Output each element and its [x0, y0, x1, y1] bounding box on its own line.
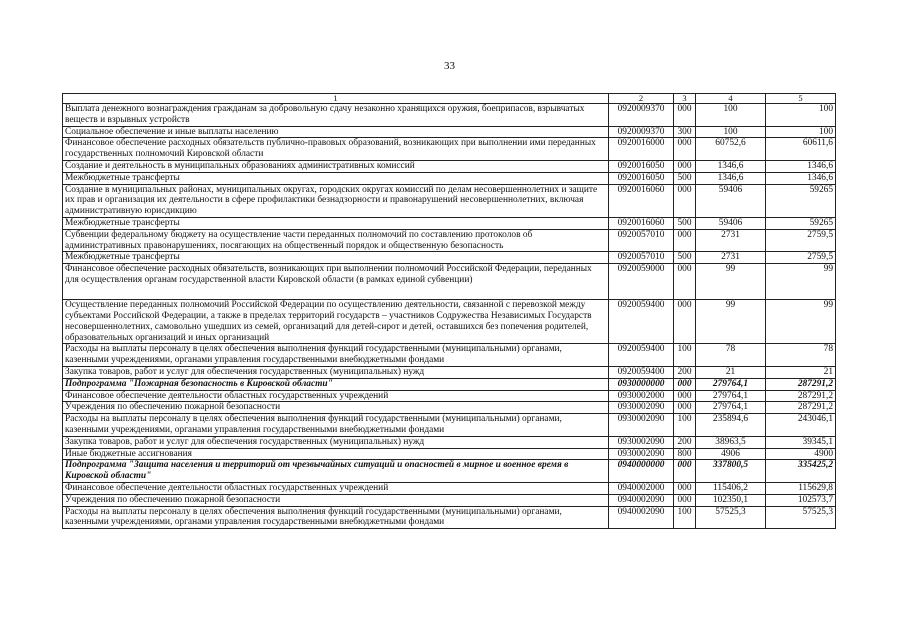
table-row — [63, 390, 836, 402]
table-header-row — [63, 94, 836, 104]
row-value-year1-cell: 279764,1 — [696, 402, 766, 414]
row-code-cell: 0920016050 — [609, 172, 674, 184]
row-code-cell: 0920009370 — [609, 126, 674, 138]
table-row — [63, 300, 836, 344]
row-name-cell: Закупка товаров, работ и услуг для обеспечения государственных (муниципальных) нужд — [63, 436, 609, 448]
row-value-year1-cell: 100 — [696, 126, 766, 138]
row-code-cell: 0920016060 — [609, 217, 674, 229]
row-value-year2-cell: 99 — [766, 300, 836, 344]
row-code-cell: 0930002090 — [609, 402, 674, 414]
header-cell-4: 4 — [696, 94, 766, 104]
row-name-cell: Расходы на выплаты персоналу в целях обеспечения выполнения функций государственными (муниципальными) органами, казенными учреждениями, органами управления государственными внебюджетными фондами — [63, 506, 609, 529]
table-row — [63, 160, 836, 172]
row-type-cell: 000 — [674, 160, 696, 172]
row-type-cell: 200 — [674, 436, 696, 448]
row-value-year1-cell: 1346,6 — [696, 172, 766, 184]
row-value-year2-cell: 1346,6 — [766, 172, 836, 184]
header-cell-2: 2 — [609, 94, 674, 104]
row-code-cell: 0920016060 — [609, 184, 674, 217]
row-value-year2-cell: 287291,2 — [766, 378, 836, 390]
row-type-cell: 000 — [674, 402, 696, 414]
row-name-cell: Расходы на выплаты персоналу в целях обеспечения выполнения функций государственными (муниципальными) органами, казенными учреждениями, органами управления государственными внебюджетными фондами — [63, 344, 609, 367]
row-name-cell: Финансовое обеспечение деятельности областных государственных учреждений — [63, 482, 609, 494]
row-code-cell: 0920009370 — [609, 104, 674, 127]
row-value-year2-cell: 2759,5 — [766, 252, 836, 264]
table-row — [63, 184, 836, 217]
row-value-year2-cell: 4900 — [766, 448, 836, 460]
table-row — [63, 366, 836, 378]
row-value-year1-cell: 2731 — [696, 229, 766, 252]
row-value-year2-cell: 39345,1 — [766, 436, 836, 448]
row-value-year2-cell: 59265 — [766, 184, 836, 217]
row-value-year2-cell: 60611,6 — [766, 138, 836, 161]
row-name-cell: Иные бюджетные ассигнования — [63, 448, 609, 460]
row-value-year2-cell: 335425,2 — [766, 460, 836, 483]
row-code-cell: 0940000000 — [609, 460, 674, 483]
table-row — [63, 460, 836, 483]
table-row — [63, 229, 836, 252]
row-value-year2-cell: 21 — [766, 366, 836, 378]
row-name-cell: Социальное обеспечение и иные выплаты населению — [63, 126, 609, 138]
row-type-cell: 000 — [674, 264, 696, 300]
header-cell-5: 5 — [766, 94, 836, 104]
row-type-cell: 800 — [674, 448, 696, 460]
table-row — [63, 138, 836, 161]
table-row — [63, 436, 836, 448]
row-value-year2-cell: 78 — [766, 344, 836, 367]
row-type-cell: 000 — [674, 390, 696, 402]
row-value-year1-cell: 100 — [696, 104, 766, 127]
row-value-year1-cell: 2731 — [696, 252, 766, 264]
row-type-cell: 000 — [674, 184, 696, 217]
row-name-cell: Закупка товаров, работ и услуг для обеспечения государственных (муниципальных) нужд — [63, 366, 609, 378]
page-number: 33 — [444, 60, 455, 72]
budget-table — [62, 93, 836, 529]
row-value-year1-cell: 99 — [696, 264, 766, 300]
table-row — [63, 494, 836, 506]
row-code-cell: 0930002090 — [609, 414, 674, 437]
row-name-cell: Осуществление переданных полномочий Российской Федерации по осуществлению деятельности, связанной с перевозкой между субъектами Российской Федерации, а также в пределах территорий государств – участников Содружества Независимых Государств несовершеннолетних, самовольно ушедших из семей, организаций для детей-сирот и детей, оставшихся без попечения родителей, образовательных организаций и иных организаций — [63, 300, 609, 344]
table-row — [63, 217, 836, 229]
row-code-cell: 0920016000 — [609, 138, 674, 161]
table-row — [63, 448, 836, 460]
row-code-cell: 0930000000 — [609, 378, 674, 390]
table-row — [63, 264, 836, 300]
row-value-year1-cell: 279764,1 — [696, 390, 766, 402]
row-value-year2-cell: 115629,8 — [766, 482, 836, 494]
row-code-cell: 0920057010 — [609, 252, 674, 264]
row-code-cell: 0920059400 — [609, 366, 674, 378]
row-value-year1-cell: 21 — [696, 366, 766, 378]
row-code-cell: 0930002090 — [609, 448, 674, 460]
header-cell-1: 1 — [63, 94, 609, 104]
row-type-cell: 000 — [674, 229, 696, 252]
row-value-year1-cell: 337800,5 — [696, 460, 766, 483]
row-type-cell: 000 — [674, 104, 696, 127]
row-code-cell: 0920016050 — [609, 160, 674, 172]
row-code-cell: 0930002000 — [609, 390, 674, 402]
row-value-year2-cell: 100 — [766, 104, 836, 127]
row-value-year2-cell: 287291,2 — [766, 390, 836, 402]
row-name-cell: Финансовое обеспечение расходных обязательств, возникающих при выполнении полномочий Российской Федерации, переданных для осуществления органам государственной власти Кировской области (в рамках единой субвенции) — [63, 264, 609, 300]
row-name-cell: Создание и деятельность в муниципальных образованиях административных комиссий — [63, 160, 609, 172]
row-value-year1-cell: 102350,1 — [696, 494, 766, 506]
row-type-cell: 000 — [674, 482, 696, 494]
row-name-cell: Учреждения по обеспечению пожарной безопасности — [63, 402, 609, 414]
table-row — [63, 104, 836, 127]
row-code-cell: 0940002090 — [609, 506, 674, 529]
row-value-year2-cell: 99 — [766, 264, 836, 300]
row-value-year1-cell: 59406 — [696, 217, 766, 229]
row-type-cell: 500 — [674, 172, 696, 184]
row-type-cell: 000 — [674, 460, 696, 483]
row-name-cell: Межбюджетные трансферты — [63, 217, 609, 229]
row-value-year2-cell: 102573,7 — [766, 494, 836, 506]
table-row — [63, 378, 836, 390]
table-row — [63, 414, 836, 437]
row-name-cell: Финансовое обеспечение расходных обязательств публично-правовых образований, возникающих при выполнении ими переданных государственных полномочий Кировской области — [63, 138, 609, 161]
row-value-year1-cell: 99 — [696, 300, 766, 344]
row-type-cell: 100 — [674, 506, 696, 529]
row-type-cell: 000 — [674, 300, 696, 344]
table-row — [63, 252, 836, 264]
row-name-cell: Межбюджетные трансферты — [63, 172, 609, 184]
row-code-cell: 0940002090 — [609, 494, 674, 506]
row-value-year2-cell: 100 — [766, 126, 836, 138]
row-value-year2-cell: 2759,5 — [766, 229, 836, 252]
table-row — [63, 402, 836, 414]
row-code-cell: 0920057010 — [609, 229, 674, 252]
row-type-cell: 100 — [674, 344, 696, 367]
row-name-cell: Расходы на выплаты персоналу в целях обеспечения выполнения функций государственными (муниципальными) органами, казенными учреждениями, органами управления государственными внебюджетными фондами — [63, 414, 609, 437]
row-type-cell: 000 — [674, 138, 696, 161]
row-value-year1-cell: 38963,5 — [696, 436, 766, 448]
table-row — [63, 482, 836, 494]
row-value-year1-cell: 279764,1 — [696, 378, 766, 390]
row-type-cell: 100 — [674, 414, 696, 437]
row-value-year1-cell: 78 — [696, 344, 766, 367]
row-value-year2-cell: 287291,2 — [766, 402, 836, 414]
row-name-cell: Подпрограмма "Пожарная безопасность в Кировской области" — [63, 378, 609, 390]
row-type-cell: 500 — [674, 217, 696, 229]
row-name-cell: Учреждения по обеспечению пожарной безопасности — [63, 494, 609, 506]
row-name-cell: Субвенции федеральному бюджету на осуществление части переданных полномочий по составлению протоколов об административных правонарушениях, посягающих на общественный порядок и общественную безопасность — [63, 229, 609, 252]
row-name-cell: Выплата денежного вознаграждения гражданам за добровольную сдачу незаконно хранящихся оружия, боеприпасов, взрывчатых веществ и взрывных устройств — [63, 104, 609, 127]
row-value-year1-cell: 1346,6 — [696, 160, 766, 172]
row-value-year2-cell: 1346,6 — [766, 160, 836, 172]
row-name-cell: Создание в муниципальных районах, муниципальных округах, городских округах комиссий по делам несовершеннолетних и защите их прав и организация их деятельности в сфере профилактики безнадзорности и правонарушений несовершеннолетних, включая административную юрисдикцию — [63, 184, 609, 217]
row-name-cell: Финансовое обеспечение деятельности областных государственных учреждений — [63, 390, 609, 402]
table-row — [63, 506, 836, 529]
table-row — [63, 172, 836, 184]
row-code-cell: 0920059400 — [609, 300, 674, 344]
row-type-cell: 300 — [674, 126, 696, 138]
row-value-year1-cell: 60752,6 — [696, 138, 766, 161]
row-value-year1-cell: 57525,3 — [696, 506, 766, 529]
row-value-year1-cell: 59406 — [696, 184, 766, 217]
header-cell-3: 3 — [674, 94, 696, 104]
row-code-cell: 0920059400 — [609, 344, 674, 367]
row-value-year2-cell: 243046,1 — [766, 414, 836, 437]
row-code-cell: 0940002000 — [609, 482, 674, 494]
row-name-cell: Межбюджетные трансферты — [63, 252, 609, 264]
row-type-cell: 200 — [674, 366, 696, 378]
row-value-year2-cell: 57525,3 — [766, 506, 836, 529]
row-type-cell: 000 — [674, 378, 696, 390]
table-row — [63, 126, 836, 138]
row-value-year1-cell: 235894,6 — [696, 414, 766, 437]
row-code-cell: 0920059000 — [609, 264, 674, 300]
row-type-cell: 000 — [674, 494, 696, 506]
row-value-year1-cell: 4906 — [696, 448, 766, 460]
row-type-cell: 500 — [674, 252, 696, 264]
row-value-year1-cell: 115406,2 — [696, 482, 766, 494]
row-name-cell: Подпрограмма "Защита населения и территорий от чрезвычайных ситуаций и опасностей в мирное и военное время в Кировской области" — [63, 460, 609, 483]
row-code-cell: 0930002090 — [609, 436, 674, 448]
row-value-year2-cell: 59265 — [766, 217, 836, 229]
table-row — [63, 344, 836, 367]
